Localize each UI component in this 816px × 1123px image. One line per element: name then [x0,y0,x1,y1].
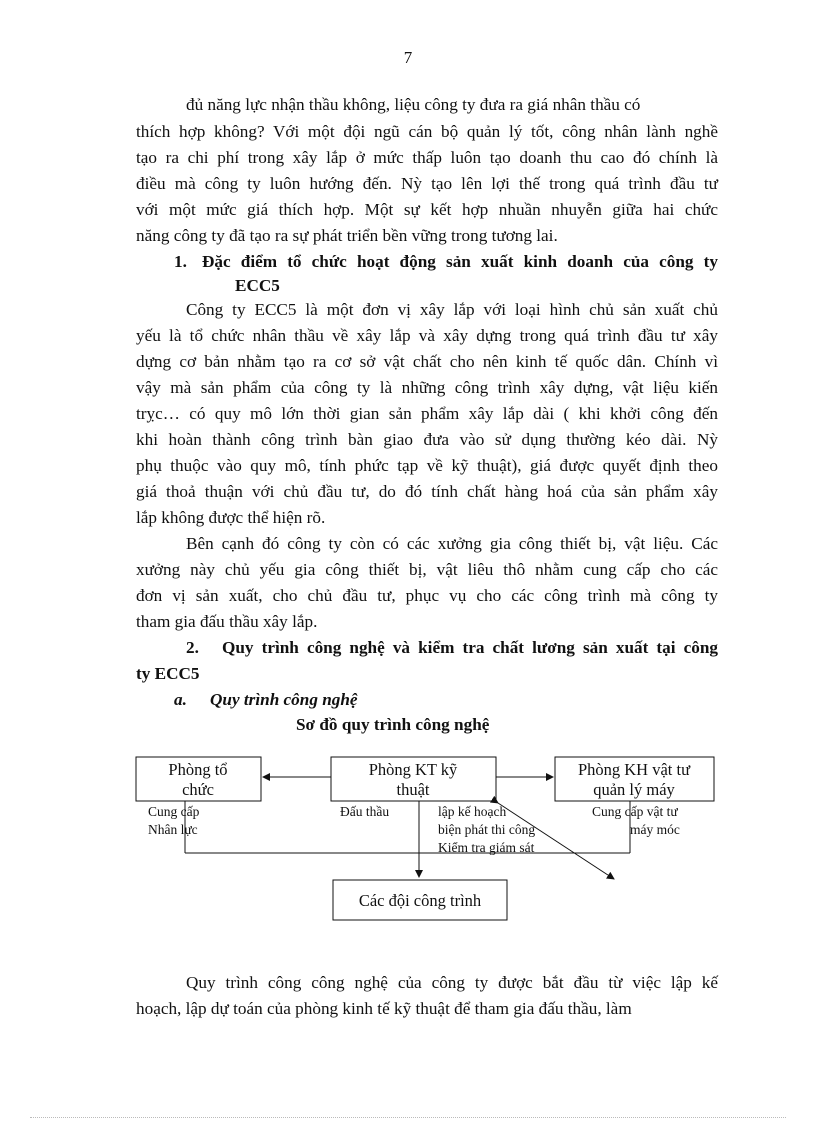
bottom-rule [30,1117,786,1118]
para4-line-1: Quy trình công công nghệ của công ty được bắt đầu từ việc lập kế [186,973,718,992]
para2-line-4: vậy mà sản phẩm của công ty là những công trình xây dựng, vật liệu kiến [136,378,718,397]
heading2-number: 2. [186,638,199,657]
para3-line-2: xưởng này chủ yếu gia công thiết bị, vật liêu thô nhằm cung cấp cho các [136,560,718,579]
para2-line-8: giá thoả thuận với chủ đầu tư, do đó tính chất hàng hoá của sản phẩm xây [136,482,718,501]
label-dau-thau: Đấu thầu [340,804,390,819]
para1-line-2: thích hợp không? Với một đội ngũ cán bộ quản lý tốt, công nhân lành nghề [136,122,718,141]
para2-line-5: trỵc… có quy mô lớn thời gian sản phẩm xây lắp dài ( khi khởi công đến [136,404,718,423]
subheading-letter: a. [174,690,187,709]
subheading-text: Quy trình công nghệ [210,690,358,709]
label-lap-ke-hoach: lập kế hoạch [438,804,507,819]
label-nhan-luc: Nhân lực [148,822,198,837]
para4-line-2: hoạch, lập dự toán của phòng kinh tế kỹ thuật để tham gia đấu thầu, làm [136,999,632,1018]
para1-line-4: điều mà công ty luôn hướng đến. Nỳ tạo lên lợi thế trong quá trình đầu tư [136,174,718,193]
para1-line-1: đủ năng lực nhận thầu không, liệu công ty đưa ra giá nhân thầu có [186,95,641,114]
box-left-line-2: chức [182,780,214,799]
diagram-title: Sơ đồ quy trình công nghệ [296,715,490,734]
para3-line-3: đơn vị sản xuất, cho chủ đầu tư, phục vụ cho các công trình mà công ty [136,586,718,605]
heading1-line-1: Đặc điểm tổ chức hoạt động sản xuất kinh doanh của công ty [202,252,718,271]
heading1-line-2: ECC5 [235,276,280,295]
para2-line-7: phụ thuộc vào quy mô, tính phức tạp về kỹ thuật), giá được quyết định theo [136,456,718,475]
label-kiem-tra-giam-sat: Kiểm tra giám sát [438,840,535,855]
para2-line-2: yếu là tổ chức nhân thầu về xây lắp và xây dựng trong quá trình đầu tư xây [136,326,718,345]
para2-line-1: Công ty ECC5 là một đơn vị xây lắp với loại hình chủ sản xuất chủ [186,300,718,319]
label-may-moc: máy móc [630,822,680,837]
box-bottom-label: Các đội công trình [358,891,482,910]
para1-line-3: tạo ra chi phí trong xây lắp ở mức thấp luôn tạo doanh thu cao đó chính là [136,148,718,167]
label-cung-cap-left: Cung cấp [148,804,200,819]
heading2-line-1: Quy trình công nghệ và kiểm tra chất lương sản xuất tại công [222,638,718,657]
box-right-line-1: Phòng KH vật tư [577,760,691,779]
para1-line-5: với một mức giá thích hợp. Một sự kết hợp nhuần nhuyễn giữa hai chức [136,200,718,219]
page-number: 7 [403,48,413,67]
box-center-line-1: Phòng KT kỹ [368,760,458,779]
box-right-line-2: quản lý máy [593,780,675,799]
label-bien-phat-thi-cong: biện phát thi công [438,822,536,837]
box-left-line-1: Phòng tổ [168,760,228,779]
heading2-line-2: ty ECC5 [136,664,200,683]
label-cung-cap-vat-tu: Cung cấp vật tư [592,804,678,819]
para3-line-1: Bên cạnh đó công ty còn có các xưởng gia công thiết bị, vật liệu. Các [186,534,718,553]
para1-line-6: năng công ty đã tạo ra sự phát triển bền vững trong tương lai. [136,226,558,245]
para2-line-6: khi hoàn thành công trình bàn giao đưa vào sử dụng thường kéo dài. Nỳ [136,430,718,449]
heading1-number: 1. [174,252,187,271]
para2-line-9: lắp không được thể hiện rõ. [136,508,326,527]
para2-line-3: dựng cơ bản nhằm tạo ra cơ sở vật chất cho nên kinh tế quốc dân. Chính vì [136,352,718,371]
para3-line-4: tham gia đấu thầu xây lắp. [136,612,318,631]
box-center-line-2: thuật [396,780,430,799]
